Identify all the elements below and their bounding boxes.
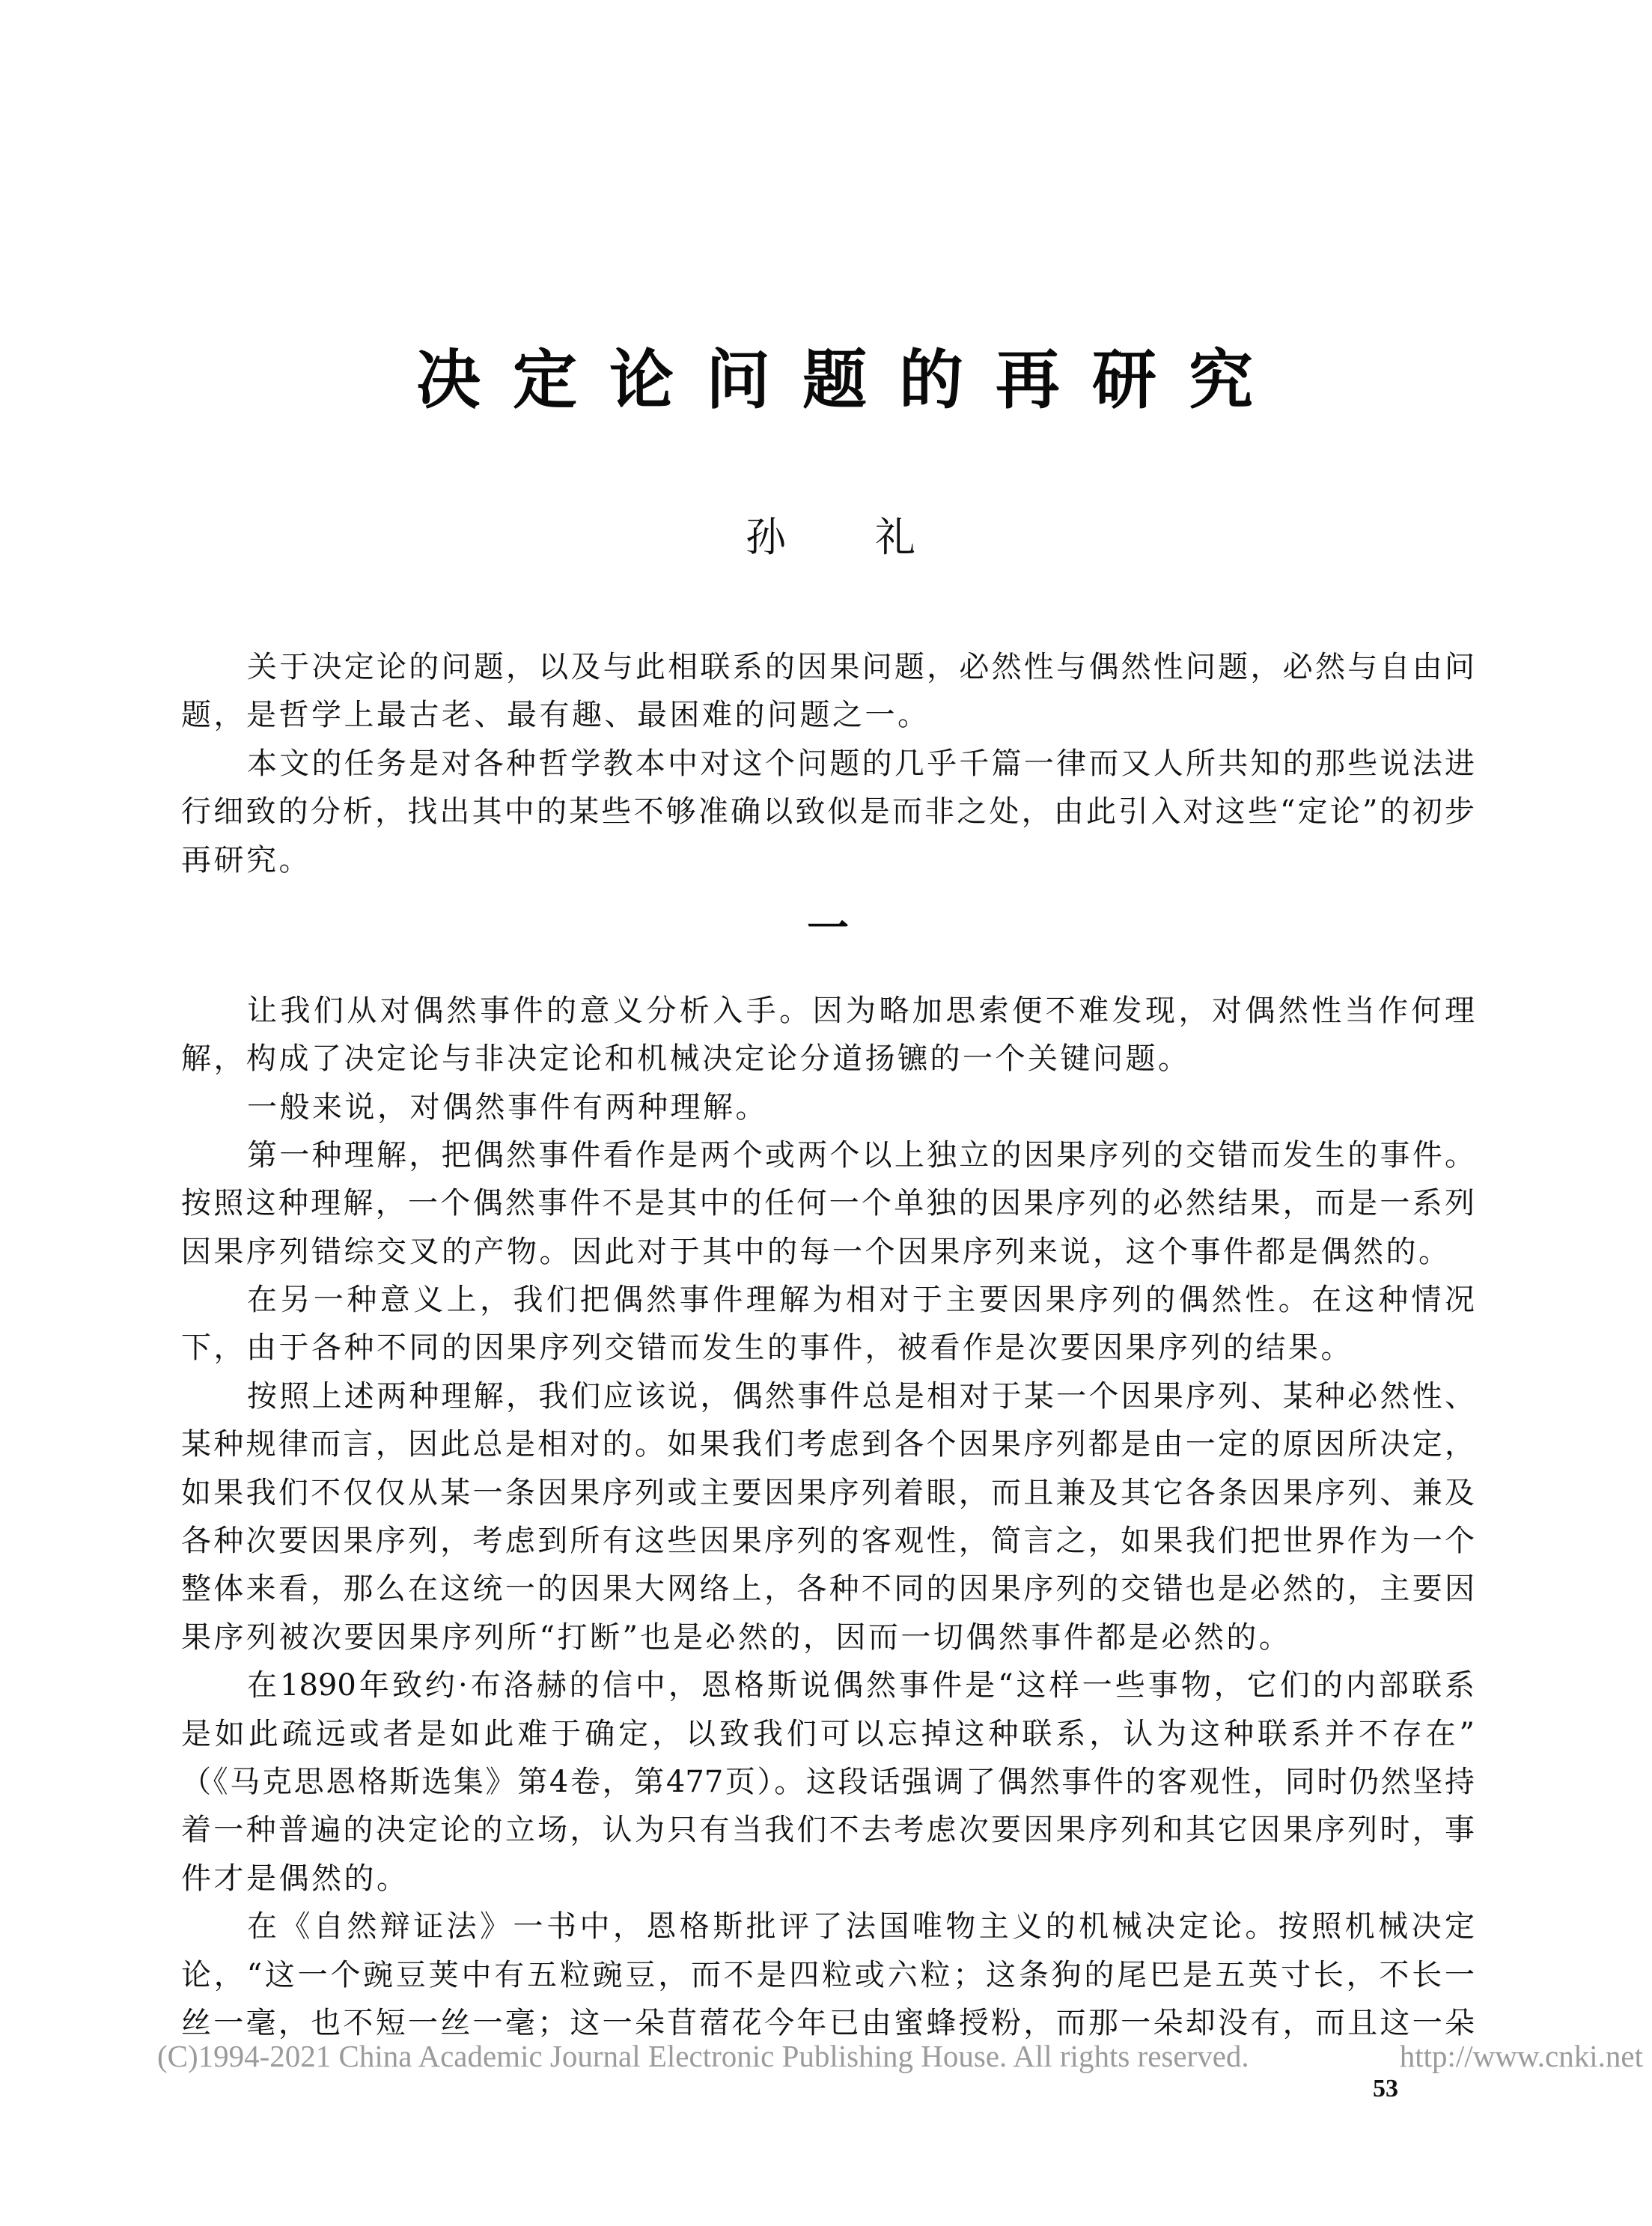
text-line: 一般来说，对偶然事件有两种理解。	[247, 1089, 768, 1125]
text-line: 论，“这一个豌豆荚中有五粒豌豆，而不是四粒或六粒；这条狗的尾巴是五英寸长，不长一	[181, 1957, 1475, 1992]
article-body	[181, 643, 1475, 2047]
text-line: 本文的任务是对各种哲学教本中对这个问题的几乎千篇一律而又人所共知的那些说法进	[247, 746, 1475, 781]
section-heading	[181, 884, 1475, 987]
text-line: 按照上述两种理解，我们应该说，偶然事件总是相对于某一个因果序列、某种必然性、	[247, 1378, 1475, 1414]
text-line: 如果我们不仅仅从某一条因果序列或主要因果序列着眼，而且兼及其它各条因果序列、兼及	[181, 1475, 1475, 1510]
paragraph	[181, 1903, 1475, 2047]
paragraph	[181, 1083, 1475, 1131]
paragraph	[181, 1661, 1475, 1903]
paragraph	[181, 740, 1475, 884]
text-line: 让我们从对偶然事件的意义分析入手。因为略加思索便不难发现，对偶然性当作何理	[247, 993, 1475, 1028]
text-line: 题，是哲学上最古老、最有趣、最困难的问题之一。	[181, 698, 930, 733]
text-line: 是如此疏远或者是如此难于确定，以致我们可以忘掉这种联系，认为这种联系并不存在”	[181, 1716, 1475, 1751]
page-number: 53	[1373, 2075, 1398, 2102]
text-line: （《马克思恩格斯选集》第4卷，第477页）。这段话强调了偶然事件的客观性，同时仍然坚持	[181, 1765, 1475, 1799]
paragraph	[181, 1131, 1475, 1276]
text-line: 解，构成了决定论与非决定论和机械决定论分道扬镳的一个关键问题。	[181, 1041, 1191, 1077]
paragraph	[181, 643, 1475, 740]
text-line: 在1890年致约·布洛赫的信中，恩格斯说偶然事件是“这样一些事物，它们的内部联系	[247, 1668, 1475, 1703]
text-line: 行细致的分析，找出其中的某些不够准确以致似是而非之处，由此引入对这些“定论”的初步	[181, 794, 1475, 830]
publisher-url: http://www.cnki.net	[1399, 2039, 1643, 2073]
text-line: 某种规律而言，因此总是相对的。如果我们考虑到各个因果序列都是由一定的原因所决定，	[181, 1427, 1475, 1462]
article-title: 决定论问题的再研究	[416, 342, 1285, 418]
text-line: 件才是偶然的。	[181, 1861, 409, 1896]
paragraph	[181, 1276, 1475, 1372]
text-line: 关于决定论的问题，以及与此相联系的因果问题，必然性与偶然性问题，必然与自由问	[247, 650, 1475, 684]
text-line: 再研究。	[181, 842, 311, 878]
text-line: 因果序列错综交叉的产物。因此对于其中的每一个因果序列来说，这个事件都是偶然的。	[181, 1234, 1451, 1269]
text-line: 在《自然辩证法》一书中，恩格斯批评了法国唯物主义的机械决定论。按照机械决定	[247, 1909, 1475, 1944]
text-line: 下，由于各种不同的因果序列交错而发生的事件，被看作是次要因果序列的结果。	[181, 1331, 1353, 1366]
text-line: 着一种普遍的决定论的立场，认为只有当我们不去考虑次要因果序列和其它因果序列时，事	[181, 1813, 1475, 1848]
text-line: 第一种理解，把偶然事件看作是两个或两个以上独立的因果序列的交错而发生的事件。	[247, 1137, 1475, 1173]
paragraph	[181, 987, 1475, 1083]
text-line: 果序列被次要因果序列所“打断”也是必然的，因而一切偶然事件都是必然的。	[181, 1620, 1292, 1655]
section-number: 一	[807, 903, 849, 953]
text-line: 整体来看，那么在这统一的因果大网络上，各种不同的因果序列的交错也是必然的，主要因	[181, 1572, 1475, 1607]
text-line: 丝一毫，也不短一丝一毫；这一朵苜蓿花今年已由蜜蜂授粉，而那一朵却没有，而且这一朵	[181, 2005, 1475, 2040]
copyright-notice: (C)1994-2021 China Academic Journal Electronic Publishing House. All rights reserved.	[157, 2039, 1249, 2073]
article-author: 孙礼	[746, 514, 1005, 561]
paragraph	[181, 1372, 1475, 1661]
text-line: 按照这种理解，一个偶然事件不是其中的任何一个单独的因果序列的必然结果，而是一系列	[181, 1186, 1475, 1221]
text-line: 各种次要因果序列，考虑到所有这些因果序列的客观性，简言之，如果我们把世界作为一个	[181, 1524, 1475, 1559]
text-line: 在另一种意义上，我们把偶然事件理解为相对于主要因果序列的偶然性。在这种情况	[247, 1283, 1475, 1318]
